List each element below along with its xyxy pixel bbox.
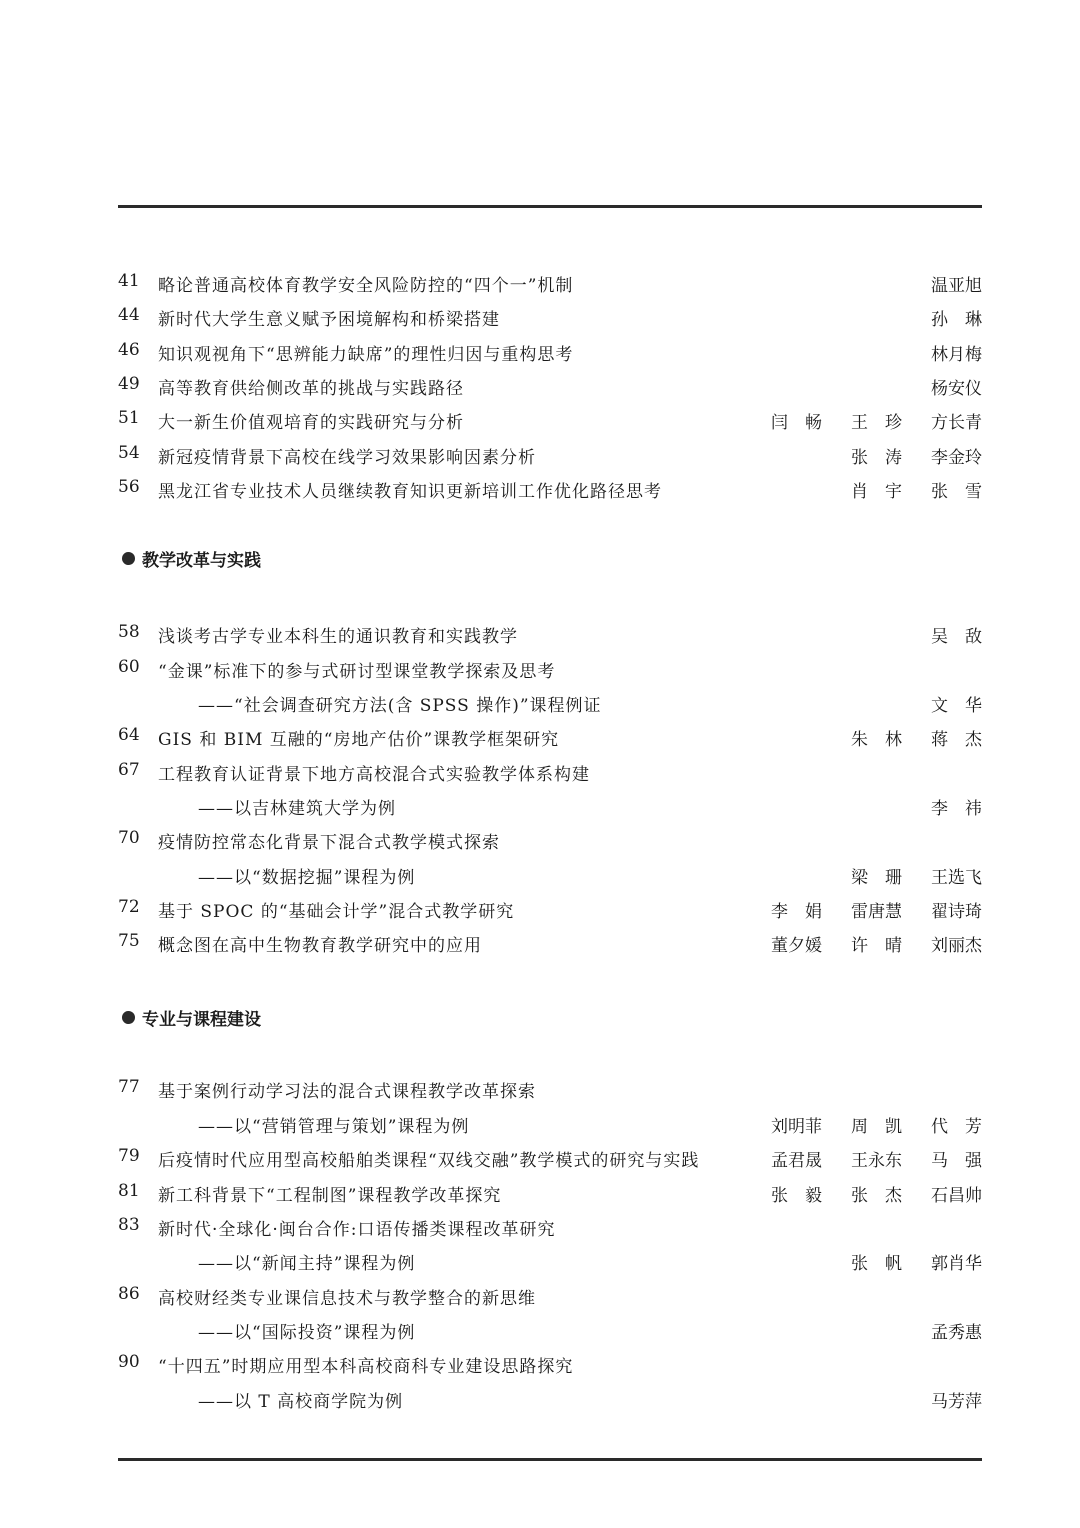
toc-entry[interactable] xyxy=(0,856,1080,890)
author-name: 张 杰 xyxy=(851,1186,902,1206)
author-name: 董夕媛 xyxy=(771,936,822,956)
author-name: 马 强 xyxy=(931,1151,982,1171)
author-name: 梁 珊 xyxy=(851,868,902,888)
author-name: 温亚旭 xyxy=(931,276,982,296)
toc-entry[interactable] xyxy=(0,333,1080,367)
toc-entry[interactable] xyxy=(0,924,1080,958)
toc-entry[interactable] xyxy=(0,367,1080,401)
toc-entry[interactable] xyxy=(0,1174,1080,1208)
entry-title: 浅谈考古学专业本科生的通识教育和实践教学 xyxy=(158,627,518,647)
page-number: 54 xyxy=(118,443,140,463)
author-name: 张 涛 xyxy=(851,448,902,468)
toc-entry[interactable] xyxy=(0,1139,1080,1173)
toc-entry[interactable] xyxy=(0,890,1080,924)
bullet-icon xyxy=(122,1011,135,1024)
author-name: 代 芳 xyxy=(931,1117,982,1137)
entry-title: 工程教育认证背景下地方高校混合式实验教学体系构建 xyxy=(158,765,590,785)
entry-subtitle: ——以吉林建筑大学为例 xyxy=(198,799,396,819)
author-name: 雷唐慧 xyxy=(851,902,902,922)
toc-entry[interactable] xyxy=(0,821,1080,855)
bottom-rule xyxy=(118,1458,982,1461)
page-number: 46 xyxy=(118,340,140,360)
entry-title: 新时代大学生意义赋予困境解构和桥梁搭建 xyxy=(158,310,500,330)
page-number: 77 xyxy=(118,1077,140,1097)
entry-title: 概念图在高中生物教育教学研究中的应用 xyxy=(158,936,482,956)
toc-entry[interactable] xyxy=(0,1311,1080,1345)
author-name: 孟君晟 xyxy=(771,1151,822,1171)
author-name: 张 毅 xyxy=(771,1186,822,1206)
author-name: 闫 畅 xyxy=(771,413,822,433)
toc-entry[interactable] xyxy=(0,1345,1080,1379)
toc-entry[interactable] xyxy=(0,1070,1080,1104)
toc-entry[interactable] xyxy=(0,684,1080,718)
author-name: 刘丽杰 xyxy=(931,936,982,956)
author-name: 方长青 xyxy=(931,413,982,433)
page-number: 67 xyxy=(118,760,140,780)
author-name: 翟诗琦 xyxy=(931,902,982,922)
toc-entry[interactable] xyxy=(0,787,1080,821)
page-number: 72 xyxy=(118,897,140,917)
entry-title: “十四五”时期应用型本科高校商科专业建设思路探究 xyxy=(158,1357,574,1377)
author-name: 李 娟 xyxy=(771,902,822,922)
page-number: 86 xyxy=(118,1284,140,1304)
entry-title: 新冠疫情背景下高校在线学习效果影响因素分析 xyxy=(158,448,536,468)
entry-title: 基于案例行动学习法的混合式课程教学改革探索 xyxy=(158,1082,536,1102)
page-number: 49 xyxy=(118,374,140,394)
toc-entry[interactable] xyxy=(0,1105,1080,1139)
entry-title: 新工科背景下“工程制图”课程教学改革探究 xyxy=(158,1186,502,1206)
page-number: 70 xyxy=(118,828,140,848)
entry-subtitle: ——以 T 高校商学院为例 xyxy=(198,1392,404,1412)
author-name: 王永东 xyxy=(851,1151,902,1171)
entry-title: GIS 和 BIM 互融的“房地产估价”课教学框架研究 xyxy=(158,730,560,750)
page-number: 79 xyxy=(118,1146,140,1166)
entry-title: 知识观视角下“思辨能力缺席”的理性归因与重构思考 xyxy=(158,345,574,365)
author-name: 王 珍 xyxy=(851,413,902,433)
author-name: 李金玲 xyxy=(931,448,982,468)
entry-title: 新时代·全球化·闽台合作:口语传播类课程改革研究 xyxy=(158,1220,556,1240)
entry-subtitle: ——以“数据挖掘”课程为例 xyxy=(198,868,416,888)
page-number: 64 xyxy=(118,725,140,745)
author-name: 王选飞 xyxy=(931,868,982,888)
page-number: 51 xyxy=(118,408,140,428)
toc-entry[interactable] xyxy=(0,264,1080,298)
author-name: 周 凯 xyxy=(851,1117,902,1137)
author-name: 张 雪 xyxy=(931,482,982,502)
author-name: 石昌帅 xyxy=(931,1186,982,1206)
page-number: 58 xyxy=(118,622,140,642)
page-number: 83 xyxy=(118,1215,140,1235)
entry-title: 高校财经类专业课信息技术与教学整合的新思维 xyxy=(158,1289,536,1309)
author-name: 刘明菲 xyxy=(771,1117,822,1137)
entry-title: 高等教育供给侧改革的挑战与实践路径 xyxy=(158,379,464,399)
page-number: 44 xyxy=(118,305,140,325)
page-number: 75 xyxy=(118,931,140,951)
section-heading: 专业与课程建设 xyxy=(122,1002,261,1032)
author-name: 孟秀惠 xyxy=(931,1323,982,1343)
entry-title: 基于 SPOC 的“基础会计学”混合式教学研究 xyxy=(158,902,515,922)
section-heading: 教学改革与实践 xyxy=(122,543,261,573)
toc-entry[interactable] xyxy=(0,718,1080,752)
author-name: 肖 宇 xyxy=(851,482,902,502)
entry-title: 后疫情时代应用型高校船舶类课程“双线交融”教学模式的研究与实践 xyxy=(158,1151,700,1171)
author-name: 蒋 杰 xyxy=(931,730,982,750)
toc-entry[interactable] xyxy=(0,1277,1080,1311)
bullet-icon xyxy=(122,552,135,565)
entry-title: 黑龙江省专业技术人员继续教育知识更新培训工作优化路径思考 xyxy=(158,482,662,502)
top-rule xyxy=(118,205,982,208)
toc-entry[interactable] xyxy=(0,470,1080,504)
entry-subtitle: ——“社会调查研究方法(含 SPSS 操作)”课程例证 xyxy=(198,696,602,716)
entry-title: 疫情防控常态化背景下混合式教学模式探索 xyxy=(158,833,500,853)
author-name: 林月梅 xyxy=(931,345,982,365)
toc-entry[interactable] xyxy=(0,298,1080,332)
page-number: 60 xyxy=(118,657,140,677)
entry-subtitle: ——以“营销管理与策划”课程为例 xyxy=(198,1117,470,1137)
toc-entry[interactable] xyxy=(0,615,1080,649)
author-name: 杨安仪 xyxy=(931,379,982,399)
author-name: 朱 林 xyxy=(851,730,902,750)
toc-entry[interactable] xyxy=(0,401,1080,435)
toc-entry[interactable] xyxy=(0,436,1080,470)
author-name: 文 华 xyxy=(931,696,982,716)
toc-entry[interactable] xyxy=(0,1208,1080,1242)
author-name: 李 祎 xyxy=(931,799,982,819)
toc-entry[interactable] xyxy=(0,1242,1080,1276)
author-name: 郭肖华 xyxy=(931,1254,982,1274)
entry-subtitle: ——以“国际投资”课程为例 xyxy=(198,1323,416,1343)
author-name: 孙 琳 xyxy=(931,310,982,330)
author-name: 吴 敌 xyxy=(931,627,982,647)
toc-entry[interactable] xyxy=(0,650,1080,684)
entry-title: “金课”标准下的参与式研讨型课堂教学探索及思考 xyxy=(158,662,556,682)
entry-title: 略论普通高校体育教学安全风险防控的“四个一”机制 xyxy=(158,276,574,296)
toc-entry[interactable] xyxy=(0,753,1080,787)
entry-title: 大一新生价值观培育的实践研究与分析 xyxy=(158,413,464,433)
author-name: 许 晴 xyxy=(851,936,902,956)
author-name: 马芳萍 xyxy=(931,1392,982,1412)
page-number: 41 xyxy=(118,271,140,291)
page-number: 90 xyxy=(118,1352,140,1372)
entry-subtitle: ——以“新闻主持”课程为例 xyxy=(198,1254,416,1274)
page-number: 81 xyxy=(118,1181,140,1201)
toc-entry[interactable] xyxy=(0,1380,1080,1414)
author-name: 张 帆 xyxy=(851,1254,902,1274)
page-number: 56 xyxy=(118,477,140,497)
